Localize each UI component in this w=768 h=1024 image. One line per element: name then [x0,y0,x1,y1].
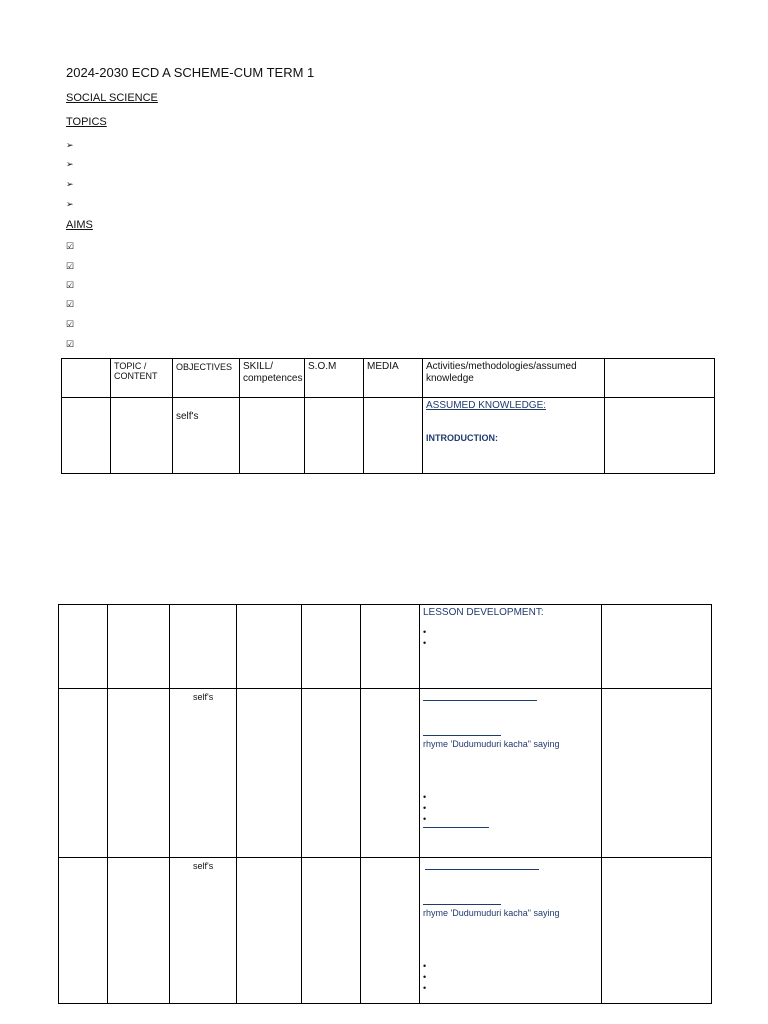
topic-bullet: ➢ [66,199,74,209]
activities-cell [423,398,605,474]
aim-checkbox-icon: ☑ [66,261,75,271]
bullet-point: • [423,638,427,648]
lesson-development-label: LESSON DEVELOPMENT: [423,607,544,618]
objective-cell [170,689,237,858]
objective-cell [170,858,237,1004]
table-row [59,858,712,1004]
assumed-knowledge-label: ASSUMED KNOWLEDGE: [426,400,547,411]
aim-checkbox-icon: ☑ [66,339,75,349]
activities-cell [420,605,602,689]
table-header-row [62,359,715,398]
underline-placeholder [423,827,489,828]
table-row [62,398,715,474]
bullet-point: • [423,972,427,982]
introduction-label: INTRODUCTION: [426,433,498,443]
header-media: MEDIA [364,359,423,398]
aims-heading: AIMS [66,219,93,231]
bullet-point: • [423,961,427,971]
header-cell [605,359,715,398]
aim-checkbox-icon: ☑ [66,319,75,329]
topics-heading: TOPICS [66,116,107,128]
topic-bullet: ➢ [66,179,74,189]
aim-checkbox-icon: ☑ [66,280,75,290]
underline-placeholder [423,904,501,905]
objective-text: self's [193,692,214,702]
activities-cell [420,689,602,858]
bullet-point: • [423,627,427,637]
bullet-point: • [423,983,427,993]
aim-checkbox-icon: ☑ [66,241,75,251]
scheme-table-continued [58,604,712,1004]
table-row [59,689,712,858]
bullet-point: • [423,792,427,802]
underline-placeholder [425,869,539,870]
underline-placeholder [423,735,501,736]
topic-bullet: ➢ [66,159,74,169]
header-activities: Activities/methodologies/assumed knowledge [423,359,605,398]
rhyme-text: rhyme 'Dudumuduri kacha" saying [423,739,560,749]
underline-placeholder [423,700,537,701]
objective-text: self's [193,861,214,871]
document-title: 2024-2030 ECD A SCHEME-CUM TERM 1 [66,65,315,80]
header-skill-competences: SKILL/ competences [240,359,305,398]
bullet-point: • [423,814,427,824]
objective-text: self's [176,411,199,422]
topic-bullet: ➢ [66,140,74,150]
activities-cell [420,858,602,1004]
objective-cell [173,398,240,474]
table-row [59,605,712,689]
aim-checkbox-icon: ☑ [66,299,75,309]
bullet-point: • [423,803,427,813]
rhyme-text: rhyme 'Dudumuduri kacha" saying [423,908,560,918]
header-objectives: OBJECTIVES [173,359,240,398]
scheme-table-header [61,358,715,474]
header-topic-content: TOPIC / CONTENT [111,359,173,398]
header-som: S.O.M [305,359,364,398]
subject-heading: SOCIAL SCIENCE [66,92,158,104]
header-cell [62,359,111,398]
